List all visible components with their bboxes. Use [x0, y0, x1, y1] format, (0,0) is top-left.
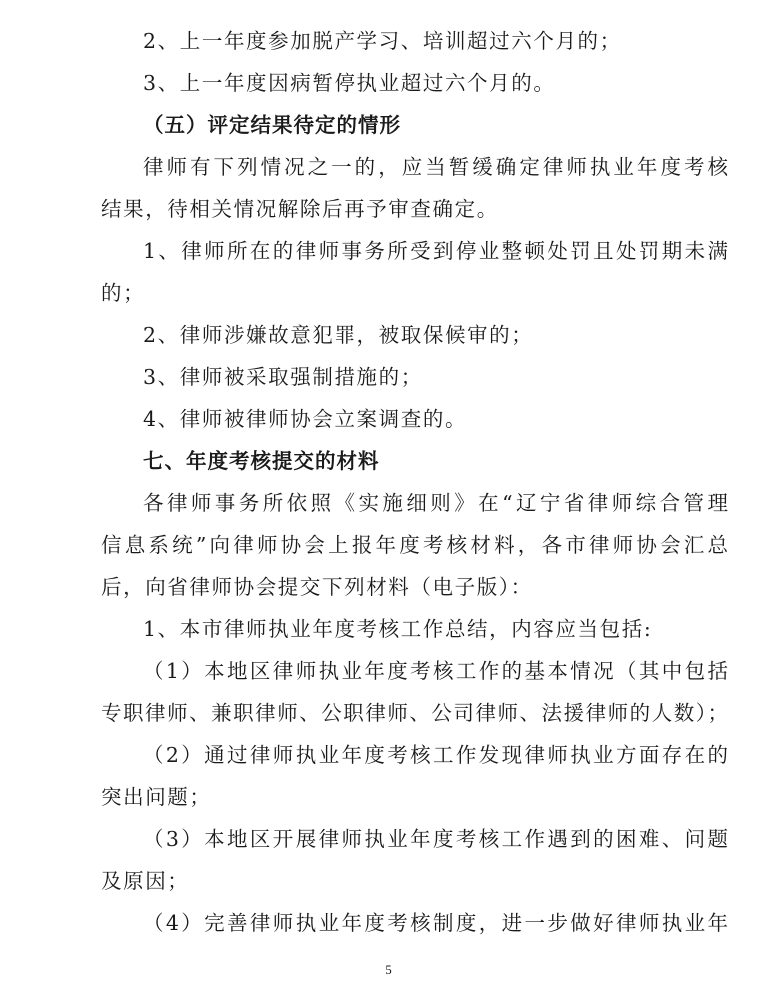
section-heading-pending-result: （五）评定结果待定的情形: [143, 113, 401, 137]
list-item-4-investigation: 4、律师被律师协会立案调查的。: [143, 407, 468, 431]
paragraph-materials-line-2: 信息系统”向律师协会上报年度考核材料，各市律师协会汇总: [101, 533, 728, 557]
paragraph-materials-line-3: 后，向省律师协会提交下列材料（电子版）：: [101, 575, 533, 599]
list-item-1-firm-suspended-line-1: 1、律师所在的律师事务所受到停业整顿处罚且处罚期未满: [143, 239, 728, 263]
list-item-1-firm-suspended-line-2: 的；: [101, 281, 146, 305]
sub-item-2-problems-line-1: （2）通过律师执业年度考核工作发现律师执业方面存在的: [143, 743, 728, 767]
list-item-2-fulltime-study: 2、上一年度参加脱产学习、培训超过六个月的；: [143, 29, 622, 53]
sub-item-3-difficulties-line-2: 及原因；: [101, 869, 190, 893]
page-number: 5: [385, 962, 392, 977]
section-heading-submitted-materials: 七、年度考核提交的材料: [143, 449, 380, 473]
list-item-2-suspected-crime: 2、律师涉嫌故意犯罪，被取保候审的；: [143, 323, 534, 347]
sub-item-1-basic-situation-line-1: （1）本地区律师执业年度考核工作的基本情况（其中包括: [143, 659, 728, 683]
sub-item-1-basic-situation-line-2: 专职律师、兼职律师、公职律师、公司律师、法援律师的人数）；: [101, 701, 728, 725]
sub-item-2-problems-line-2: 突出问题；: [101, 785, 212, 809]
paragraph-pending-intro-line-2: 结果，待相关情况解除后再予审查确定。: [101, 197, 499, 221]
list-item-3-sick-leave: 3、上一年度因病暂停执业超过六个月的。: [143, 71, 556, 95]
paragraph-pending-intro-line-1: 律师有下列情况之一的，应当暂缓确定律师执业年度考核: [143, 155, 728, 179]
list-item-3-coercive-measures: 3、律师被采取强制措施的；: [143, 365, 423, 389]
sub-item-4-improve-system: （4）完善律师执业年度考核制度，进一步做好律师执业年: [143, 911, 728, 935]
list-item-1-work-summary: 1、本市律师执业年度考核工作总结，内容应当包括:: [143, 617, 653, 641]
paragraph-materials-line-1: 各律师事务所依照《实施细则》在“辽宁省律师综合管理: [143, 491, 728, 515]
sub-item-3-difficulties-line-1: （3）本地区开展律师执业年度考核工作遇到的困难、问题: [143, 827, 728, 851]
